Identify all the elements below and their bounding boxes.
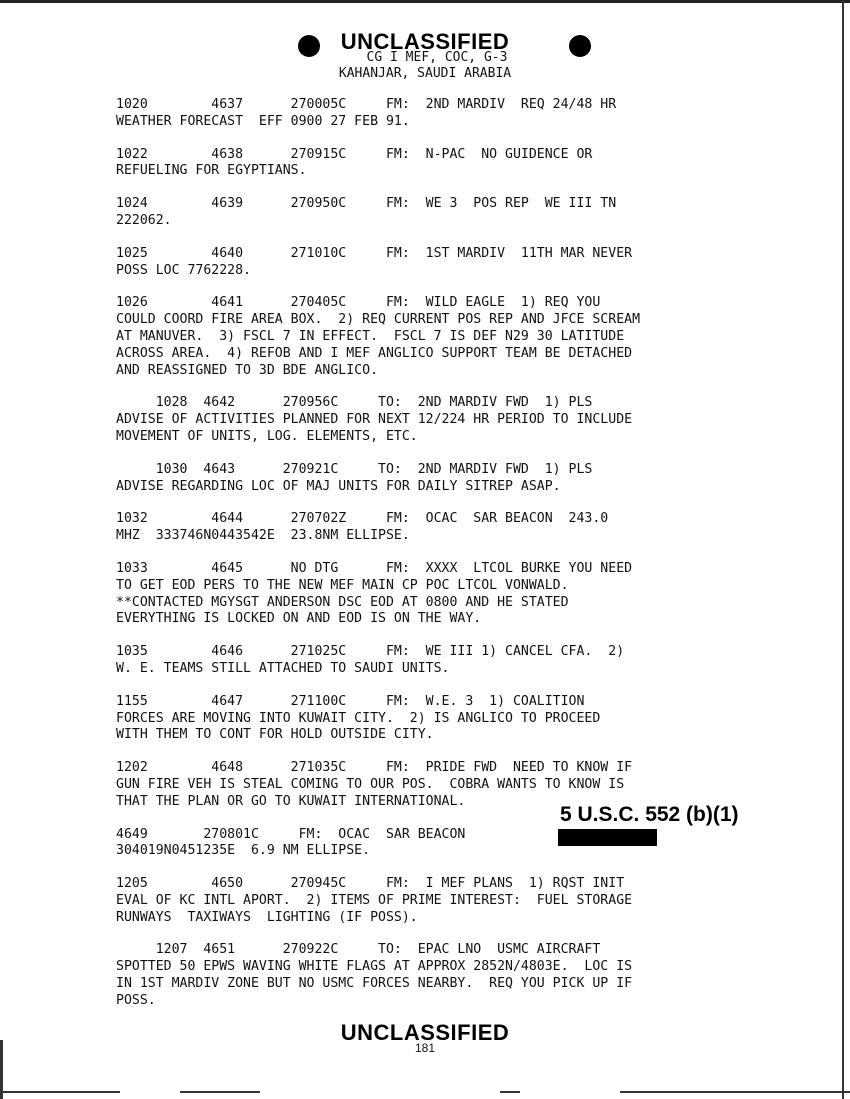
log-entry-line: REFUELING FOR EGYPTIANS. — [116, 163, 307, 179]
log-entry — [116, 827, 786, 861]
log-entry-line: AT MANUVER. 3) FSCL 7 IN EFFECT. FSCL 7 IS DEF N29 30 LATITUDE — [116, 328, 625, 344]
scan-edge-bottom — [0, 1091, 850, 1093]
log-entry-line: 1020 4637 270005C FM: 2ND MARDIV REQ 24/48 HR — [116, 97, 617, 112]
log-entry-line: 1202 4648 271035C FM: PRIDE FWD NEED TO KNOW IF — [116, 760, 633, 776]
log-entry-line: AND REASSIGNED TO 3D BDE ANGLICO. — [116, 362, 379, 378]
scan-edge-right — [842, 0, 844, 1099]
log-entry-line: RUNWAYS TAXIWAYS LIGHTING (IF POSS). — [116, 909, 418, 925]
log-entry-line: 222062. — [116, 212, 172, 228]
log-entry-line: 1207 4651 270922C TO: EPAC LNO USMC AIRCRAFT — [116, 942, 601, 958]
log-entry-line: 1028 4642 270956C TO: 2ND MARDIV FWD 1) PLS — [116, 395, 593, 411]
log-entry-line: 1026 4641 270405C FM: WILD EAGLE 1) REQ YOU — [116, 295, 601, 311]
log-entry-line: 1205 4650 270945C FM: I MEF PLANS 1) RQST INIT — [116, 876, 625, 892]
log-entry — [116, 462, 786, 496]
log-entry-line: TO GET EOD PERS TO THE NEW MEF MAIN CP POC LTCOL VONWALD. — [116, 577, 569, 593]
log-entry-line: 304019N0451235E 6.9 NM ELLIPSE. — [116, 843, 371, 859]
log-entry-line: 1032 4644 270702Z FM: OCAC SAR BEACON 243.0 — [116, 511, 609, 527]
classification-bottom: UNCLASSIFIED — [340, 1020, 510, 1045]
log-entry-line: POSS LOC 7762228. — [116, 262, 251, 278]
header-location: KAHANJAR, SAUDI ARABIA — [338, 66, 512, 81]
log-entry — [116, 511, 786, 545]
log-entry-line: 4649 270801C FM: OCAC SAR BEACON — [116, 826, 466, 842]
log-entry-line: IN 1ST MARDIV ZONE BUT NO USMC FORCES NEARBY. REQ YOU PICK UP IF — [116, 976, 633, 992]
log-entry-line: WEATHER FORECAST EFF 0900 27 FEB 91. — [116, 113, 410, 129]
log-entry-line: COULD COORD FIRE AREA BOX. 2) REQ CURRENT POS REP AND JFCE SCREAM — [116, 312, 641, 328]
log-entry-line: EVAL OF KC INTL APORT. 2) ITEMS OF PRIME INTEREST: FUEL STORAGE — [116, 892, 633, 908]
log-entry-line: 1022 4638 270915C FM: N-PAC NO GUIDENCE OR — [116, 146, 593, 162]
log-entry-line: FORCES ARE MOVING INTO KUWAIT CITY. 2) IS ANGLICO TO PROCEED — [116, 710, 601, 726]
log-entry-line: GUN FIRE VEH IS STEAL COMING TO OUR POS. COBRA WANTS TO KNOW IS — [116, 776, 625, 792]
log-entry — [116, 395, 786, 445]
log-entry — [116, 694, 786, 744]
scan-edge-top — [0, 0, 850, 3]
log-entry — [116, 196, 786, 230]
log-entry-line: ADVISE REGARDING LOC OF MAJ UNITS FOR DAILY SITREP ASAP. — [116, 478, 561, 494]
log-entry-line: THAT THE PLAN OR GO TO KUWAIT INTERNATIONAL. — [116, 793, 466, 809]
log-entry-line: 1024 4639 270950C FM: WE 3 POS REP WE III TN — [116, 196, 617, 212]
log-entry-line: **CONTACTED MGYSGT ANDERSON DSC EOD AT 0800 AND HE STATED — [116, 594, 569, 610]
log-entry-line: MHZ 333746N0443542E 23.8NM ELLIPSE. — [116, 528, 410, 544]
log-entry-line: ADVISE OF ACTIVITIES PLANNED FOR NEXT 12/224 HR PERIOD TO INCLUDE — [116, 412, 633, 428]
log-entry-line: W. E. TEAMS STILL ATTACHED TO SAUDI UNITS. — [116, 660, 450, 676]
log-entry-line: EVERYTHING IS LOCKED ON AND EOD IS ON THE WAY. — [116, 611, 482, 627]
log-entry — [116, 644, 786, 678]
log-entry-line: 1025 4640 271010C FM: 1ST MARDIV 11TH MAR NEVER — [116, 245, 633, 261]
log-entry-line: 1030 4643 270921C TO: 2ND MARDIV FWD 1) PLS — [116, 461, 593, 477]
exemption-stamp: 5 U.S.C. 552 (b)(1) — [560, 803, 739, 826]
log-entry-line: WITH THEM TO CONT FOR HOLD OUTSIDE CITY. — [116, 727, 434, 743]
log-entries — [116, 97, 786, 1026]
log-entry — [116, 876, 786, 926]
log-entry-line: ACROSS AREA. 4) REFOB AND I MEF ANGLICO SUPPORT TEAM BE DETACHED — [116, 345, 633, 361]
redaction-box — [558, 829, 657, 846]
log-entry-line: MOVEMENT OF UNITS, LOG. ELEMENTS, ETC. — [116, 428, 418, 444]
log-entry-line: POSS. — [116, 992, 156, 1008]
log-entry-line: 1035 4646 271025C FM: WE III 1) CANCEL CFA. 2) — [116, 644, 625, 660]
log-entry — [116, 561, 786, 628]
page-number: 181 — [414, 1041, 436, 1055]
log-entry-line: 1155 4647 271100C FM: W.E. 3 1) COALITION — [116, 693, 585, 709]
log-entry-line: 1033 4645 NO DTG FM: XXXX LTCOL BURKE YOU NEED — [116, 560, 633, 576]
log-entry-line: SPOTTED 50 EPWS WAVING WHITE FLAGS AT APPROX 2852N/4803E. LOC IS — [116, 959, 633, 975]
log-entry — [116, 295, 786, 379]
log-entry — [116, 246, 786, 280]
log-entry — [116, 942, 786, 1009]
log-entry — [116, 147, 786, 181]
log-entry — [116, 97, 786, 131]
header-unit: CG I MEF, COC, G-3 — [366, 50, 508, 65]
classification-top: UNCLASSIFIED — [340, 29, 510, 54]
